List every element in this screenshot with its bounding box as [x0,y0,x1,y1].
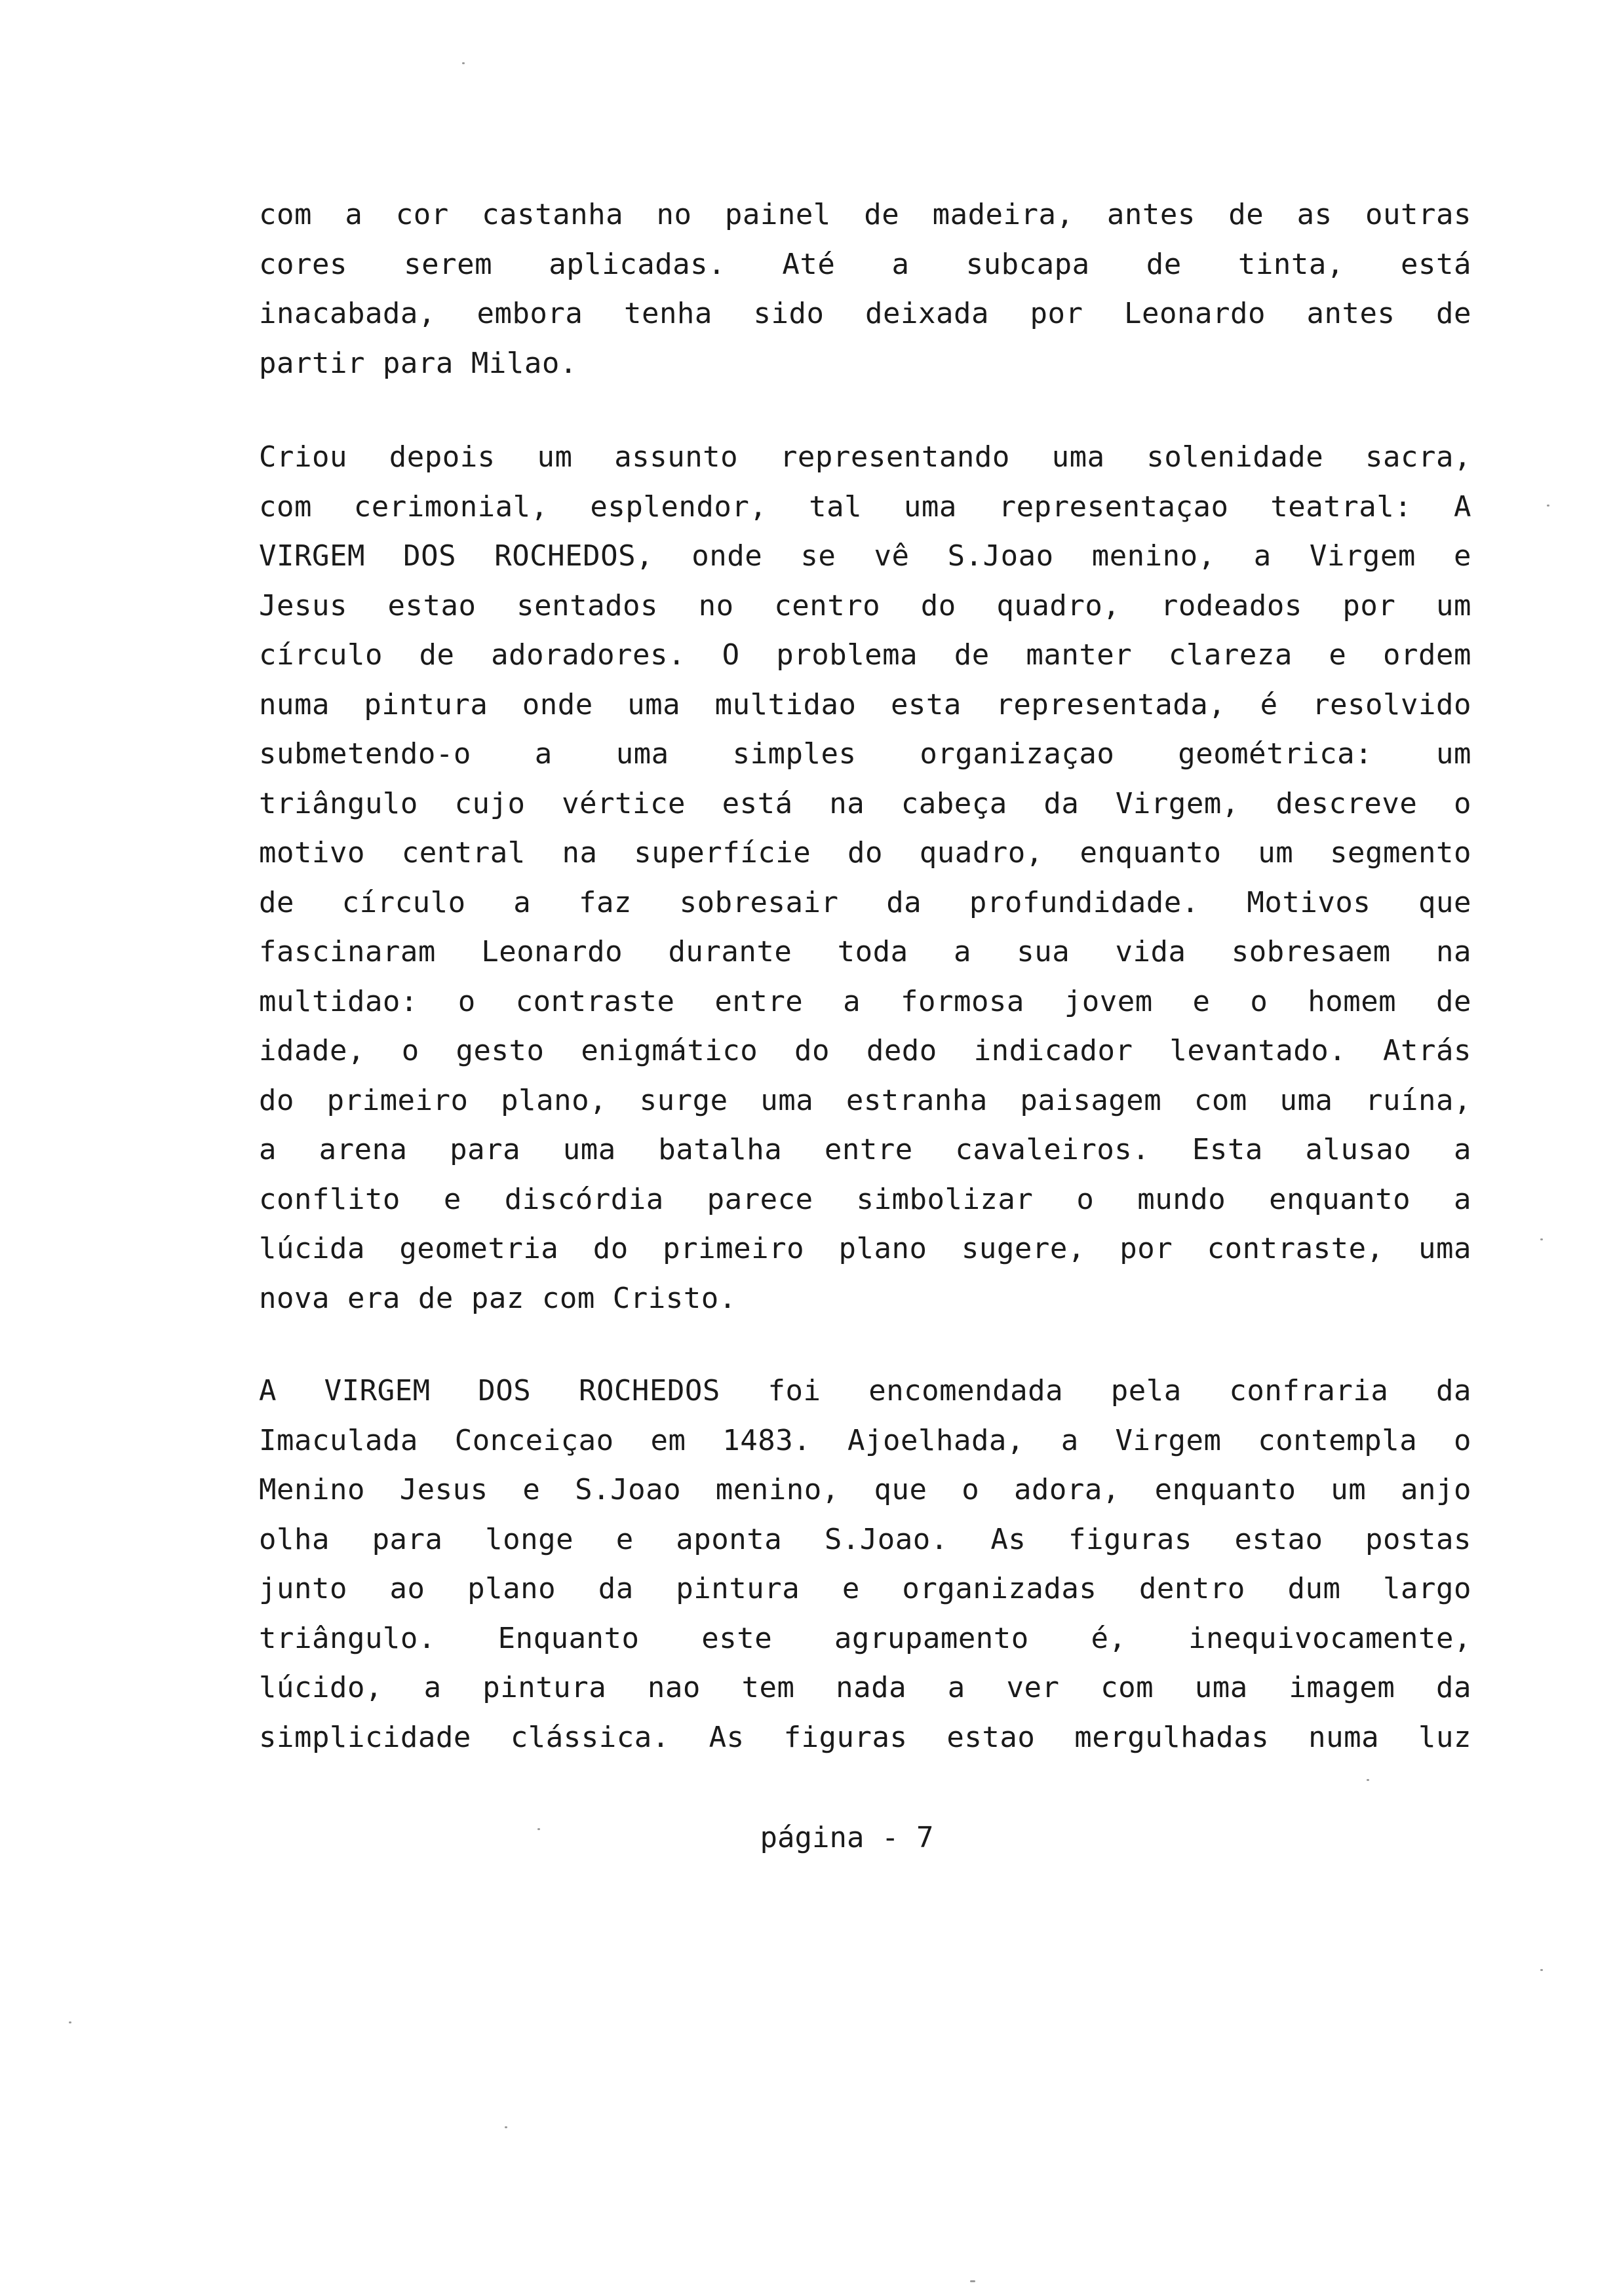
text-line: submetendo-o a uma simples organizaçao geométrica: um [259,737,1471,771]
text-line: lúcido, a pintura nao tem nada a ver com uma imagem da [259,1671,1471,1704]
text-line: Criou depois um assunto representando uma solenidade sacra, [259,440,1471,474]
text-line: junto ao plano da pintura e organizadas dentro dum largo [259,1572,1471,1605]
text-line: conflito e discórdia parece simbolizar o mundo enquanto a [259,1182,1471,1216]
paragraph-3 [259,1366,1471,1762]
scan-speck [970,2280,975,2282]
scan-speck [1540,1969,1543,1971]
text-line: nova era de paz com Cristo. [259,1281,737,1315]
text-line: cores serem aplicadas. Até a subcapa de tinta, está [259,247,1471,281]
text-line: Menino Jesus e S.Joao menino, que o adora, enquanto um anjo [259,1473,1471,1506]
text-line: com a cor castanha no painel de madeira, antes de as outras [259,198,1471,231]
scan-speck [505,2126,507,2128]
text-line: Imaculada Conceiçao em 1483. Ajoelhada, a Virgem contempla o [259,1423,1471,1457]
text-line: partir para Milao. [259,346,577,380]
text-line: A VIRGEM DOS ROCHEDOS foi encomendada pela confraria da [259,1374,1471,1407]
text-line: motivo central na superfície do quadro, enquanto um segmento [259,836,1471,870]
text-line: fascinaram Leonardo durante toda a sua vida sobresaem na [259,935,1471,968]
page-number-footer [0,1818,1615,1858]
scan-speck [537,1828,540,1830]
text-line: a arena para uma batalha entre cavaleiros. Esta alusao a [259,1133,1471,1166]
scan-speck [1547,505,1549,507]
text-line: multidao: o contraste entre a formosa jovem e o homem de [259,984,1471,1018]
text-line: idade, o gesto enigmático do dedo indicador levantado. Atrás [259,1034,1471,1067]
text-line: do primeiro plano, surge uma estranha paisagem com uma ruína, [259,1083,1471,1117]
text-line: VIRGEM DOS ROCHEDOS, onde se vê S.Joao menino, a Virgem e [259,539,1471,573]
scan-speck [1367,1779,1369,1781]
scan-speck [69,2021,71,2023]
text-line: Jesus estao sentados no centro do quadro, rodeados por um [259,588,1471,622]
text-line: de círculo a faz sobresair da profundidade. Motivos que [259,885,1471,919]
text-line: olha para longe e aponta S.Joao. As figuras estao postas [259,1522,1471,1556]
text-line: simplicidade clássica. As figuras estao mergulhadas numa luz [259,1720,1471,1754]
text-line: círculo de adoradores. O problema de manter clareza e ordem [259,638,1471,672]
text-line: triângulo. Enquanto este agrupamento é, inequivocamente, [259,1621,1471,1655]
text-line: triângulo cujo vértice está na cabeça da Virgem, descreve o [259,786,1471,820]
text-line: inacabada, embora tenha sido deixada por Leonardo antes de [259,297,1471,330]
scan-speck [462,62,465,64]
scan-speck [1540,1238,1543,1240]
paragraph-1 [259,190,1471,388]
page-number: página - 7 [760,1821,934,1854]
text-line: lúcida geometria do primeiro plano sugere, por contraste, uma [259,1232,1471,1265]
text-line: com cerimonial, esplendor, tal uma representaçao teatral: A [259,489,1471,524]
paragraph-2 [259,432,1471,1323]
text-line: numa pintura onde uma multidao esta representada, é resolvido [259,687,1471,721]
